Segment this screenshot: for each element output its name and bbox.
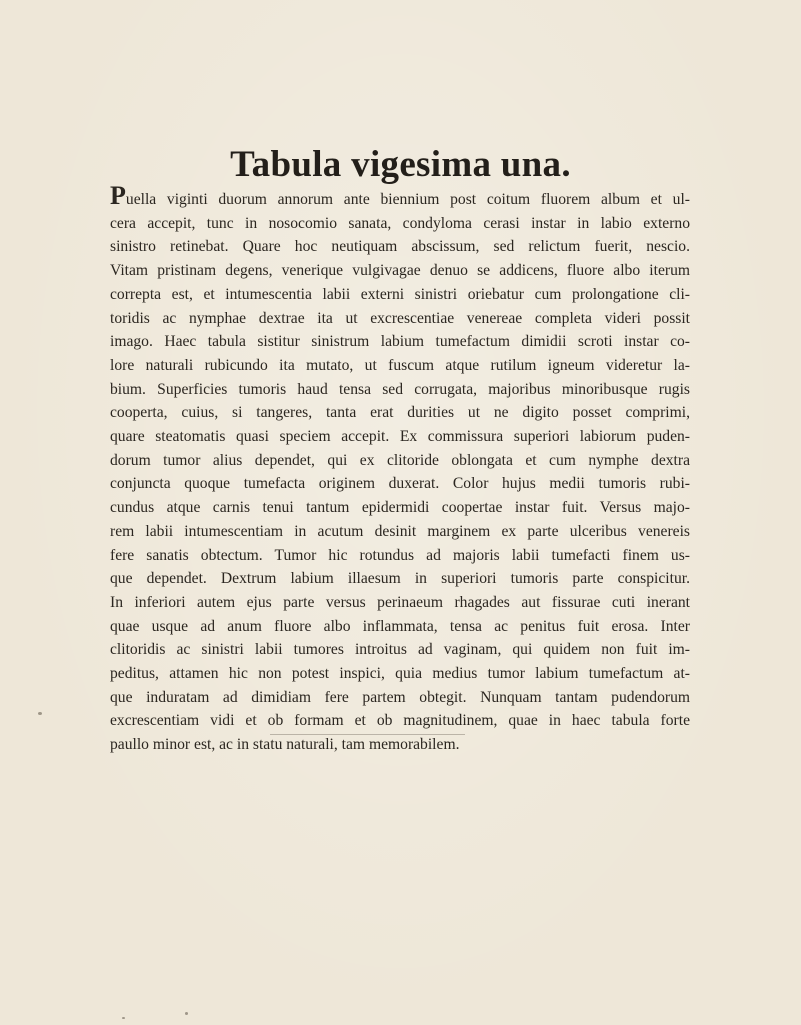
text-line-8: lore naturali rubicundo ita mutato, ut fuscum atque rutilum igneum videretur la- <box>110 356 690 374</box>
text-line-13: conjuncta quoque tumefacta originem duxerat. Color hujus medii tumoris rubi- <box>110 475 690 493</box>
text-line-2: cera accepit, tunc in nosocomio sanata, condyloma cerasi instar in labio externo <box>110 214 690 232</box>
text-line-1 <box>110 181 690 212</box>
text-line-17: que dependet. Dextrum labium illaesum in superiori tumoris parte conspicitur. <box>110 570 690 588</box>
paper-speck <box>185 1012 188 1015</box>
text-line-11: quare steatomatis quasi speciem accepit. Ex commissura superiori labiorum puden- <box>110 428 690 446</box>
text-line-19: quae usque ad anum fluore albo inflammata, tensa ac penitus fuit erosa. Inter <box>110 617 690 635</box>
text-line-7: imago. Haec tabula sistitur sinistrum labium tumefactum dimidii scroti instar co- <box>110 333 690 351</box>
paper-speck <box>122 1017 125 1019</box>
text-line-9: bium. Superficies tumoris haud tensa sed corrugata, majoribus minoribusque rugis <box>110 380 690 398</box>
text-line-18: In inferiori autem ejus parte versus perinaeum rhagades aut fissurae cuti inerant <box>110 593 690 611</box>
bleed-through-rule <box>270 734 465 735</box>
text-line-16: fere sanatis obtectum. Tumor hic rotundus ad majoris labii tumefacti finem us- <box>110 546 690 564</box>
text-line-14: cundus atque carnis tenui tantum epidermidi coopertae instar fuit. Versus majo- <box>110 499 690 517</box>
text-line-24: paullo minor est, ac in statu naturali, tam memorabilem. <box>110 736 460 754</box>
drop-cap: P <box>110 181 126 210</box>
text-line-5: correpta est, et intumescentia labii externi sinistri oriebatur cum prolongatione cli- <box>110 285 690 303</box>
text-line-1-content: uella viginti duorum annorum ante biennium post coitum fluorem album et ul- <box>125 191 690 208</box>
text-line-12: dorum tumor alius dependet, qui ex clitoride oblongata et cum nymphe dextra <box>110 451 690 469</box>
paper-speck <box>38 712 42 715</box>
text-line-3: sinistro retinebat. Quare hoc neutiquam abscissum, sed relictum fuerit, nescio. <box>110 238 690 256</box>
text-line-21: peditus, attamen hic non potest inspici, quia medius tumor labium tumefactum at- <box>110 665 690 683</box>
text-line-20: clitoridis ac sinistri labii tumores introitus ad vaginam, qui quidem non fuit im- <box>110 641 690 659</box>
text-line-15: rem labii intumescentiam in acutum desinit marginem ex parte ulceribus venereis <box>110 522 690 540</box>
text-line-23: excrescentiam vidi et ob formam et ob magnitudinem, quae in haec tabula forte <box>110 712 690 730</box>
text-line-6: toridis ac nymphae dextrae ita ut excrescentiae venereae completa videri possit <box>110 309 690 327</box>
page-title: Tabula vigesima una. <box>230 144 571 185</box>
text-line-4: Vitam pristinam degens, venerique vulgivagae denuo se addicens, fluore albo iterum <box>110 262 690 280</box>
body-text <box>110 181 690 757</box>
text-line-10: cooperta, cuius, si tangeres, tanta erat durities ut ne digito posset comprimi, <box>110 404 690 422</box>
text-line-22: que induratam ad dimidiam fere partem obtegit. Nunquam tantam pudendorum <box>110 688 690 706</box>
